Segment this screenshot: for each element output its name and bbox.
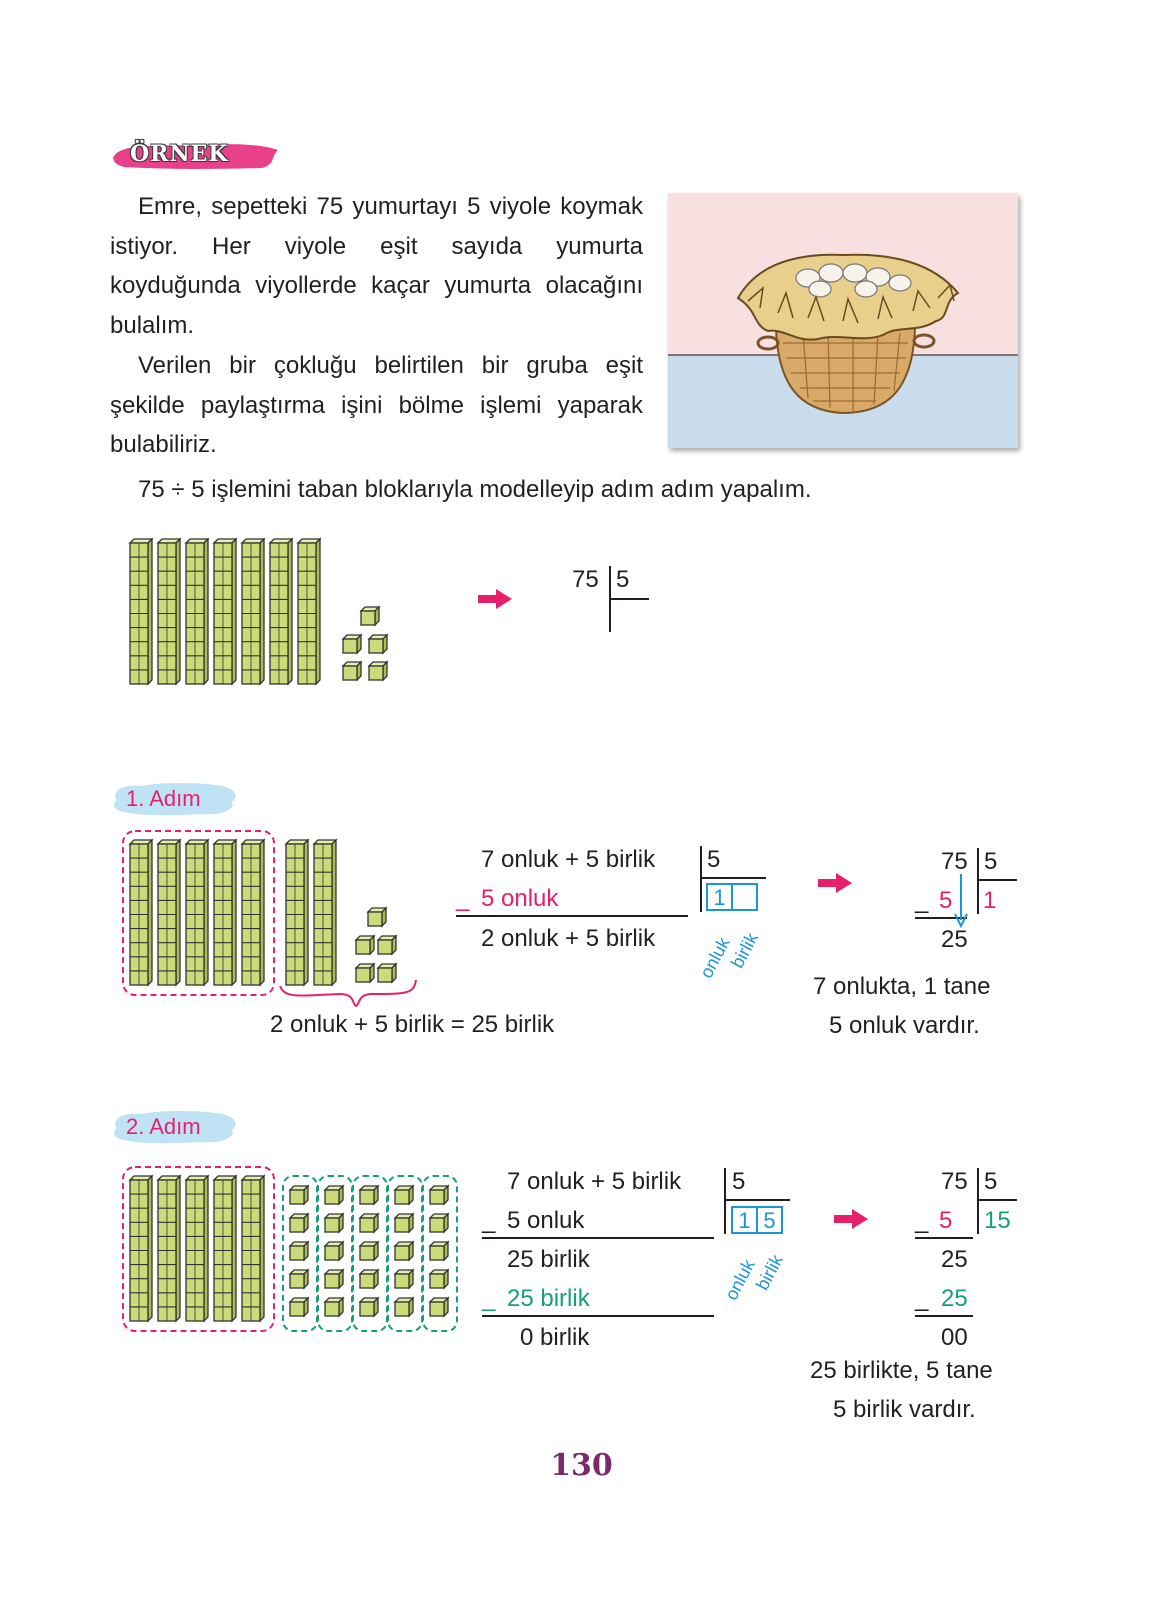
step1-divisor: 5 — [707, 846, 721, 873]
arrow-right-icon — [478, 588, 514, 610]
step1-line1: 7 onluk + 5 birlik — [481, 846, 656, 873]
step2-long-rule2 — [915, 1315, 973, 1317]
step2-long-bar — [977, 1168, 979, 1234]
example-badge — [112, 138, 280, 172]
intro-paragraph-1: Emre, sepetteki 75 yumurtayı 5 viyole koymak istiyor. Her viyole eşit sayıda yumurta koyduğunda viyollerde kaçar yumurta olacağını bulalım. — [110, 193, 643, 339]
arrow-right-icon — [818, 872, 854, 894]
step2-blocks — [120, 1164, 465, 1336]
model-divisor: 5 — [616, 566, 630, 593]
intro-paragraph-2: Verilen bir çokluğu belirtilen bir gruba eşit şekilde paylaştırma işini bölme işlemi yaparak bulabiliriz. — [110, 352, 643, 458]
step1-long-quotient: 1 — [983, 887, 997, 914]
step2-long-subtract1: 5 — [939, 1207, 953, 1234]
step1-note-line2: 5 onluk vardır. — [829, 1012, 980, 1039]
step1-long-dividend: 75 — [941, 848, 968, 875]
step2-divisor: 5 — [732, 1168, 746, 1195]
division-line — [609, 598, 649, 600]
step2-line2: 5 onluk — [507, 1207, 585, 1234]
step2-long-line — [977, 1199, 1017, 1201]
intro-paragraph-3: 75 ÷ 5 işlemini taban bloklarıyla modelleyip adım adım yapalım. — [138, 476, 812, 503]
step1-long-line — [977, 879, 1017, 881]
step2-label-ones: birlik — [752, 1251, 788, 1294]
step1-badge — [110, 780, 238, 818]
step2-long-divisor: 5 — [984, 1168, 998, 1195]
step1-label: 1. Adım — [126, 786, 201, 811]
step2-minus2: _ — [482, 1285, 496, 1312]
step2-long-mid: 25 — [941, 1246, 968, 1273]
step1-label-ones: birlik — [727, 929, 763, 972]
step2-long-quotient: 15 — [984, 1207, 1011, 1234]
step2-note-line2: 5 birlik vardır. — [833, 1396, 976, 1423]
step1-long-minus: _ — [915, 887, 929, 914]
step2-div-bar — [724, 1168, 726, 1234]
step1-ones-box — [731, 883, 758, 911]
step2-line4: 25 birlik — [507, 1285, 590, 1312]
step2-line3: 25 birlik — [507, 1246, 590, 1273]
step1-long-subtract: 5 — [939, 887, 953, 914]
step1-rule — [456, 915, 688, 917]
step2-label-tens: onluk — [721, 1256, 759, 1304]
step2-long-subtract2: 25 — [941, 1285, 968, 1312]
step1-long-divisor: 5 — [984, 848, 998, 875]
arrow-right-icon — [834, 1208, 870, 1230]
step1-line3: 2 onluk + 5 birlik — [481, 925, 656, 952]
step1-brace-caption: 2 onluk + 5 birlik = 25 birlik — [270, 1011, 555, 1038]
step2-badge — [110, 1108, 238, 1146]
step1-long-remainder: 25 — [941, 926, 968, 953]
step1-div-bar — [700, 846, 702, 912]
step2-div-line — [724, 1199, 790, 1201]
step1-long-bar — [977, 848, 979, 914]
model-dividend: 75 — [572, 566, 599, 593]
step2-line1: 7 onluk + 5 birlik — [507, 1168, 682, 1195]
step2-long-remainder: 00 — [941, 1324, 968, 1351]
step2-line5: 0 birlik — [520, 1324, 590, 1351]
basket-illustration — [668, 193, 1018, 448]
step1-blocks — [120, 828, 420, 1010]
step2-tens-box: 1 — [731, 1206, 758, 1234]
step1-minus: _ — [456, 885, 470, 912]
step2-label: 2. Adım — [126, 1114, 201, 1139]
step2-rule2 — [482, 1315, 714, 1317]
step1-tens-box: 1 — [706, 883, 733, 911]
step1-label-tens: onluk — [696, 934, 734, 982]
step2-ones-box: 5 — [756, 1206, 783, 1234]
step2-long-minus2: _ — [915, 1285, 929, 1312]
step2-long-rule1 — [915, 1237, 973, 1239]
step1-line2: 5 onluk — [481, 885, 559, 912]
egg-basket-icon — [668, 193, 1018, 448]
example-label: ÖRNEK — [130, 141, 229, 167]
step2-minus1: _ — [482, 1207, 496, 1234]
step2-note-line1: 25 birlikte, 5 tane — [810, 1357, 993, 1384]
step1-div-line — [700, 877, 766, 879]
step2-long-minus1: _ — [915, 1207, 929, 1234]
bring-down-arrow-icon — [954, 874, 968, 928]
page-number: 130 — [550, 1448, 613, 1483]
step2-rule1 — [482, 1237, 714, 1239]
step2-long-dividend: 75 — [941, 1168, 968, 1195]
step1-note-line1: 7 onlukta, 1 tane — [813, 973, 991, 1000]
base-blocks-model — [125, 535, 400, 687]
